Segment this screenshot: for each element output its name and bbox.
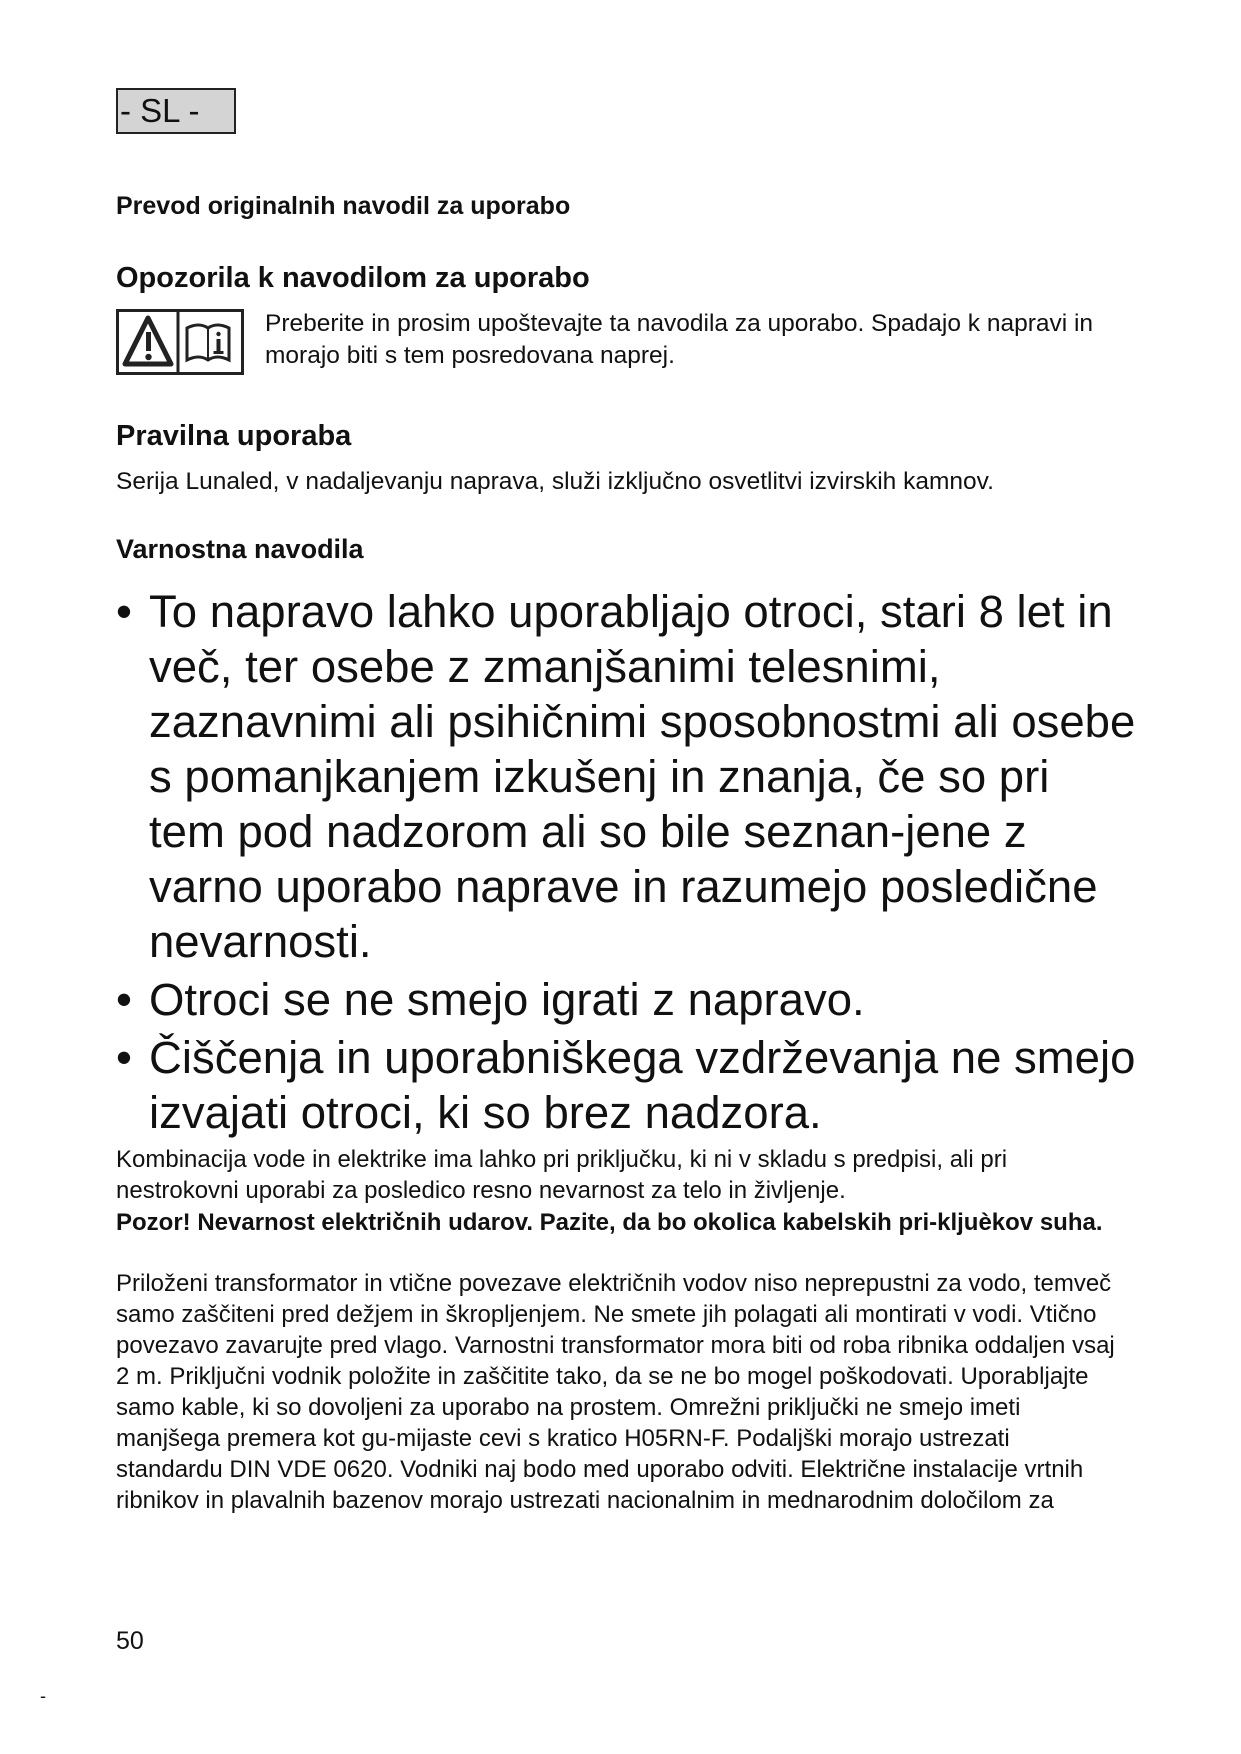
safety-heading: Varnostna navodila (116, 534, 364, 564)
warnings-heading: Opozorila k navodilom za uporabo (116, 262, 590, 294)
electric-shock-warning: Pozor! Nevarnost električnih udarov. Pazite, da bo okolica kabelskih pri-kljuèkov suha. (116, 1209, 1103, 1236)
safety-bullet-text: To napravo lahko uporabljajo otroci, stari 8 let in več, ter osebe z zmanjšanimi telesnimi, zaznavnimi ali psihičnimi sposobnostmi ali osebe s pomanjkanjem izkušenj in znanja, če so pri tem pod nadzorom ali so bile seznan-jene z varno uporabo naprave in razumejo posledične nevarnosti. (149, 586, 1136, 967)
page-number: 50 (116, 1627, 144, 1655)
list-item (116, 1030, 1136, 1140)
combination-paragraph: Kombinacija vode in elektrike ima lahko pri priključku, ki ni v skladu s predpisi, ali pri nestrokovni uporabi za posledico resno nevarnost za telo in življenje. (116, 1146, 1008, 1204)
notice-icon-graphic (119, 312, 241, 372)
intended-use-text: Serija Lunaled, v nadaljevanju naprava, služi izključno osvetlitvi izvirskih kamnov. (116, 468, 994, 495)
safety-bullet-text: Čiščenja in uporabniškega vzdrževanja ne smejo izvajati otroci, ki so brez nadzora. (149, 1032, 1136, 1138)
list-item (116, 972, 1136, 1027)
corner-mark: - (40, 1686, 46, 1706)
document-subtitle: Prevod originalnih navodil za uporabo (116, 192, 571, 220)
intended-use-heading: Pravilna uporaba (116, 420, 352, 452)
transformer-paragraph: Priloženi transformator in vtične povezave električnih vodov niso neprepustni za vodo, temveč samo zaščiteni pred dežjem in škropljenjem. Ne smete jih polagati ali montirati v vodi. Vtično povezavo zavarujte pred vlago. Varnostni transformator mora biti od roba ribnika oddaljen vsaj 2 m. Priključni vodnik položite in zaščitite tako, da se ne bo mogel poškodovati. Uporabljajte samo kable, ki so dovoljeni za uporabo na prostem. Omrežni priključki ne smejo imeti manjšega premera kot gu-mijaste cevi s kratico H05RN-F. Podaljški morajo ustrezati standardu DIN VDE 0620. Vodniki naj bodo med uporabo odviti. Električne instalacije vrtnih ribnikov in plavalnih bazenov morajo ustrezati nacionalnim in mednarodnim določilom za (116, 1270, 1115, 1514)
list-item (116, 584, 1136, 969)
warning-and-read-manual-icon (116, 309, 244, 375)
bullet-icon: • (116, 974, 132, 1025)
safety-bullet-list (116, 584, 1136, 1143)
notice-text: Preberite in prosim upoštevajte ta navodila za uporabo. Spadajo k napravi in morajo biti s tem posredovana naprej. (265, 310, 1094, 369)
language-tag: - SL - (116, 88, 236, 134)
bullet-icon: • (116, 586, 132, 637)
bullet-icon: • (116, 1032, 132, 1083)
safety-bullet-text: Otroci se ne smejo igrati z napravo. (149, 974, 865, 1025)
